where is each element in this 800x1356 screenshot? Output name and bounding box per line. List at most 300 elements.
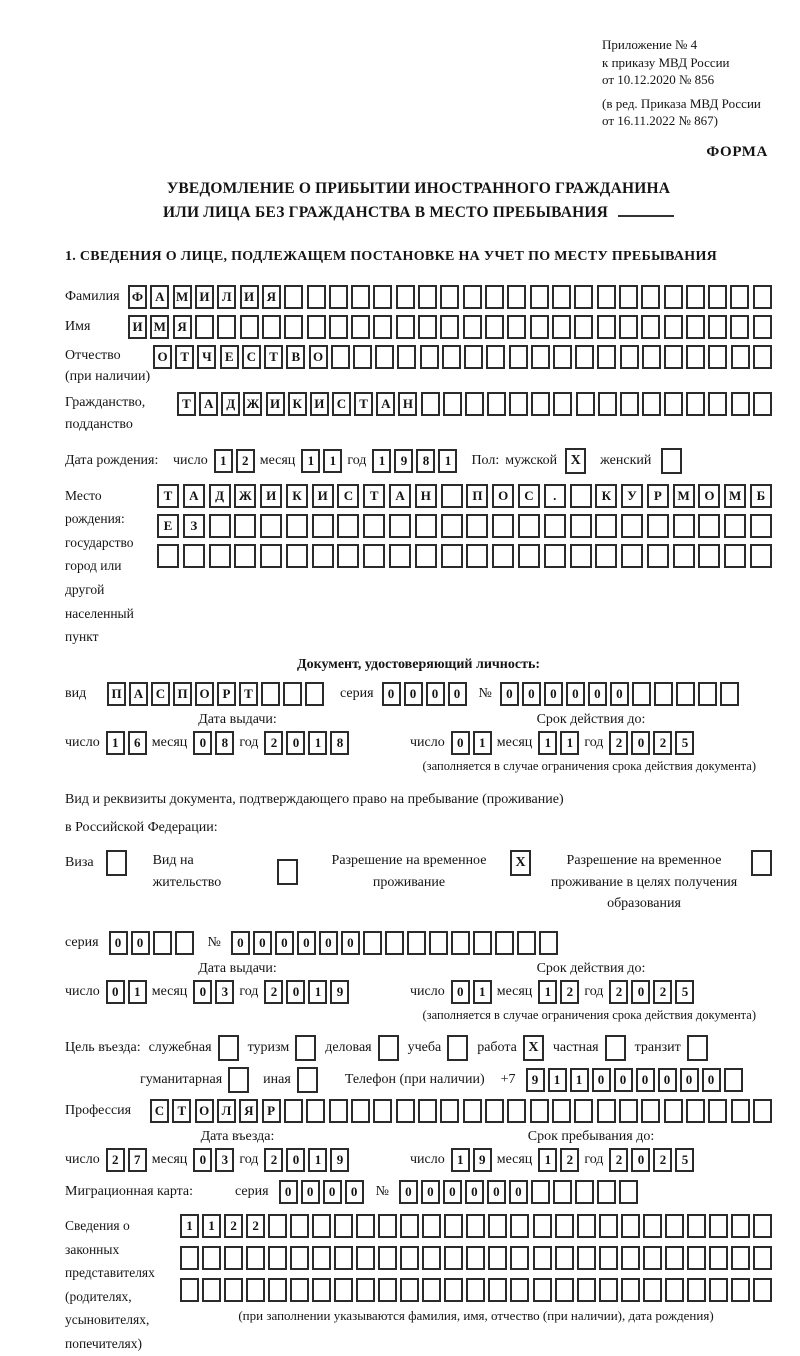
char-cell[interactable]: 0 bbox=[421, 1180, 440, 1204]
char-cell[interactable]: 0 bbox=[631, 1148, 650, 1172]
char-cell[interactable] bbox=[753, 392, 772, 416]
char-cell[interactable] bbox=[422, 1246, 441, 1270]
char-cell[interactable] bbox=[202, 1278, 221, 1302]
char-cell[interactable] bbox=[686, 345, 705, 369]
char-cell[interactable] bbox=[373, 285, 392, 309]
char-cell[interactable] bbox=[552, 1099, 571, 1123]
char-cell[interactable] bbox=[441, 544, 463, 568]
char-cell[interactable] bbox=[708, 315, 727, 339]
char-cell[interactable]: 0 bbox=[658, 1068, 677, 1092]
char-cell[interactable] bbox=[731, 1214, 750, 1238]
char-cell[interactable]: 1 bbox=[538, 980, 557, 1004]
char-cell[interactable] bbox=[378, 1214, 397, 1238]
char-cell[interactable]: З bbox=[183, 514, 205, 538]
char-cell[interactable]: Ж bbox=[234, 484, 256, 508]
char-cell[interactable]: Н bbox=[398, 392, 417, 416]
char-cell[interactable] bbox=[709, 1278, 728, 1302]
char-cell[interactable]: 0 bbox=[451, 980, 470, 1004]
char-cell[interactable] bbox=[422, 1278, 441, 1302]
char-cell[interactable] bbox=[351, 315, 370, 339]
char-cell[interactable] bbox=[418, 315, 437, 339]
char-cell[interactable] bbox=[260, 514, 282, 538]
char-cell[interactable] bbox=[415, 544, 437, 568]
char-cell[interactable] bbox=[451, 931, 470, 955]
purpose-work-checkbox[interactable]: X bbox=[523, 1035, 544, 1061]
char-cell[interactable]: Т bbox=[172, 1099, 191, 1123]
char-cell[interactable] bbox=[396, 315, 415, 339]
char-cell[interactable] bbox=[664, 315, 683, 339]
char-cell[interactable] bbox=[686, 1099, 705, 1123]
char-cell[interactable] bbox=[553, 392, 572, 416]
char-cell[interactable] bbox=[597, 315, 616, 339]
char-cell[interactable]: Т bbox=[239, 682, 258, 706]
char-cell[interactable] bbox=[157, 544, 179, 568]
char-cell[interactable]: О bbox=[195, 1099, 214, 1123]
char-cell[interactable] bbox=[686, 315, 705, 339]
char-cell[interactable] bbox=[400, 1246, 419, 1270]
char-cell[interactable] bbox=[286, 544, 308, 568]
purpose-business-checkbox[interactable] bbox=[378, 1035, 399, 1061]
char-cell[interactable]: 1 bbox=[308, 1148, 327, 1172]
char-cell[interactable] bbox=[356, 1278, 375, 1302]
char-cell[interactable]: К bbox=[595, 484, 617, 508]
char-cell[interactable] bbox=[234, 514, 256, 538]
char-cell[interactable]: 1 bbox=[128, 980, 147, 1004]
char-cell[interactable]: П bbox=[466, 484, 488, 508]
char-cell[interactable] bbox=[329, 315, 348, 339]
char-cell[interactable] bbox=[753, 1214, 772, 1238]
char-cell[interactable] bbox=[517, 931, 536, 955]
char-cell[interactable]: И bbox=[260, 484, 282, 508]
char-cell[interactable] bbox=[531, 1180, 550, 1204]
char-cell[interactable] bbox=[574, 315, 593, 339]
char-cell[interactable]: О bbox=[153, 345, 172, 369]
char-cell[interactable] bbox=[312, 544, 334, 568]
char-cell[interactable] bbox=[709, 1246, 728, 1270]
char-cell[interactable] bbox=[465, 392, 484, 416]
char-cell[interactable] bbox=[246, 1278, 265, 1302]
char-cell[interactable] bbox=[533, 1214, 552, 1238]
char-cell[interactable]: О bbox=[492, 484, 514, 508]
char-cell[interactable]: 1 bbox=[323, 449, 342, 473]
char-cell[interactable] bbox=[418, 285, 437, 309]
char-cell[interactable] bbox=[753, 285, 772, 309]
char-cell[interactable] bbox=[441, 514, 463, 538]
char-cell[interactable]: Н bbox=[415, 484, 437, 508]
char-cell[interactable]: 0 bbox=[465, 1180, 484, 1204]
char-cell[interactable] bbox=[552, 285, 571, 309]
char-cell[interactable] bbox=[621, 1278, 640, 1302]
char-cell[interactable]: И bbox=[266, 392, 285, 416]
char-cell[interactable] bbox=[641, 285, 660, 309]
char-cell[interactable] bbox=[673, 544, 695, 568]
char-cell[interactable] bbox=[620, 392, 639, 416]
char-cell[interactable]: 1 bbox=[106, 731, 125, 755]
char-cell[interactable]: И bbox=[312, 484, 334, 508]
char-cell[interactable]: С bbox=[242, 345, 261, 369]
char-cell[interactable]: 5 bbox=[675, 980, 694, 1004]
char-cell[interactable] bbox=[353, 345, 372, 369]
char-cell[interactable] bbox=[553, 1180, 572, 1204]
char-cell[interactable]: 2 bbox=[264, 1148, 283, 1172]
char-cell[interactable] bbox=[507, 285, 526, 309]
char-cell[interactable] bbox=[373, 315, 392, 339]
char-cell[interactable] bbox=[621, 1214, 640, 1238]
char-cell[interactable] bbox=[485, 285, 504, 309]
char-cell[interactable]: 0 bbox=[341, 931, 360, 955]
char-cell[interactable] bbox=[570, 514, 592, 538]
char-cell[interactable]: С bbox=[332, 392, 351, 416]
char-cell[interactable] bbox=[664, 285, 683, 309]
char-cell[interactable] bbox=[240, 315, 259, 339]
char-cell[interactable]: Т bbox=[177, 392, 196, 416]
char-cell[interactable] bbox=[329, 285, 348, 309]
char-cell[interactable] bbox=[750, 544, 772, 568]
char-cell[interactable] bbox=[507, 315, 526, 339]
char-cell[interactable] bbox=[507, 1099, 526, 1123]
char-cell[interactable] bbox=[577, 1214, 596, 1238]
option-visa-checkbox[interactable] bbox=[106, 850, 127, 876]
char-cell[interactable] bbox=[597, 1099, 616, 1123]
char-cell[interactable] bbox=[268, 1246, 287, 1270]
char-cell[interactable] bbox=[575, 1180, 594, 1204]
char-cell[interactable] bbox=[753, 315, 772, 339]
char-cell[interactable] bbox=[724, 514, 746, 538]
char-cell[interactable] bbox=[575, 345, 594, 369]
char-cell[interactable]: Т bbox=[264, 345, 283, 369]
char-cell[interactable] bbox=[440, 315, 459, 339]
char-cell[interactable] bbox=[334, 1214, 353, 1238]
char-cell[interactable] bbox=[552, 315, 571, 339]
char-cell[interactable] bbox=[224, 1246, 243, 1270]
char-cell[interactable] bbox=[731, 345, 750, 369]
char-cell[interactable] bbox=[530, 285, 549, 309]
char-cell[interactable]: 9 bbox=[330, 980, 349, 1004]
char-cell[interactable] bbox=[647, 544, 669, 568]
char-cell[interactable] bbox=[418, 1099, 437, 1123]
char-cell[interactable]: 0 bbox=[592, 1068, 611, 1092]
char-cell[interactable]: Т bbox=[157, 484, 179, 508]
char-cell[interactable] bbox=[595, 514, 617, 538]
char-cell[interactable]: 0 bbox=[566, 682, 585, 706]
char-cell[interactable] bbox=[488, 1214, 507, 1238]
char-cell[interactable] bbox=[495, 931, 514, 955]
char-cell[interactable] bbox=[334, 1278, 353, 1302]
char-cell[interactable] bbox=[724, 1068, 743, 1092]
char-cell[interactable] bbox=[261, 682, 280, 706]
char-cell[interactable] bbox=[363, 544, 385, 568]
char-cell[interactable] bbox=[577, 1246, 596, 1270]
char-cell[interactable] bbox=[180, 1246, 199, 1270]
char-cell[interactable]: 9 bbox=[330, 1148, 349, 1172]
char-cell[interactable]: 0 bbox=[193, 731, 212, 755]
char-cell[interactable] bbox=[415, 514, 437, 538]
char-cell[interactable]: Р bbox=[217, 682, 236, 706]
char-cell[interactable] bbox=[664, 392, 683, 416]
char-cell[interactable]: Ж bbox=[243, 392, 262, 416]
char-cell[interactable] bbox=[510, 1278, 529, 1302]
char-cell[interactable] bbox=[290, 1278, 309, 1302]
char-cell[interactable] bbox=[389, 544, 411, 568]
char-cell[interactable] bbox=[647, 514, 669, 538]
char-cell[interactable] bbox=[443, 392, 462, 416]
char-cell[interactable]: 0 bbox=[193, 1148, 212, 1172]
char-cell[interactable] bbox=[440, 285, 459, 309]
char-cell[interactable] bbox=[595, 544, 617, 568]
char-cell[interactable] bbox=[290, 1214, 309, 1238]
char-cell[interactable] bbox=[619, 1099, 638, 1123]
char-cell[interactable]: Л bbox=[217, 1099, 236, 1123]
char-cell[interactable]: 5 bbox=[675, 731, 694, 755]
char-cell[interactable]: 0 bbox=[522, 682, 541, 706]
char-cell[interactable] bbox=[420, 345, 439, 369]
char-cell[interactable] bbox=[533, 1246, 552, 1270]
char-cell[interactable] bbox=[466, 1278, 485, 1302]
option-temp-residence-checkbox[interactable]: X bbox=[510, 850, 531, 876]
char-cell[interactable]: 0 bbox=[297, 931, 316, 955]
char-cell[interactable]: Д bbox=[209, 484, 231, 508]
char-cell[interactable] bbox=[642, 392, 661, 416]
char-cell[interactable]: 2 bbox=[653, 980, 672, 1004]
char-cell[interactable] bbox=[284, 315, 303, 339]
char-cell[interactable]: 1 bbox=[308, 980, 327, 1004]
char-cell[interactable]: А bbox=[129, 682, 148, 706]
char-cell[interactable] bbox=[400, 1278, 419, 1302]
char-cell[interactable] bbox=[731, 1246, 750, 1270]
char-cell[interactable]: О bbox=[195, 682, 214, 706]
char-cell[interactable] bbox=[466, 514, 488, 538]
char-cell[interactable]: 0 bbox=[253, 931, 272, 955]
char-cell[interactable] bbox=[492, 544, 514, 568]
char-cell[interactable] bbox=[363, 931, 382, 955]
char-cell[interactable] bbox=[750, 514, 772, 538]
char-cell[interactable] bbox=[664, 345, 683, 369]
char-cell[interactable]: 2 bbox=[560, 1148, 579, 1172]
char-cell[interactable] bbox=[530, 315, 549, 339]
char-cell[interactable] bbox=[664, 1099, 683, 1123]
char-cell[interactable] bbox=[329, 1099, 348, 1123]
purpose-humanitarian-checkbox[interactable] bbox=[228, 1067, 249, 1093]
char-cell[interactable] bbox=[385, 931, 404, 955]
char-cell[interactable] bbox=[466, 544, 488, 568]
char-cell[interactable]: . bbox=[544, 484, 566, 508]
char-cell[interactable] bbox=[312, 1246, 331, 1270]
char-cell[interactable] bbox=[397, 345, 416, 369]
char-cell[interactable] bbox=[599, 1214, 618, 1238]
char-cell[interactable]: К bbox=[286, 484, 308, 508]
char-cell[interactable] bbox=[539, 931, 558, 955]
char-cell[interactable]: 2 bbox=[609, 980, 628, 1004]
char-cell[interactable]: 1 bbox=[202, 1214, 221, 1238]
char-cell[interactable] bbox=[753, 1278, 772, 1302]
char-cell[interactable]: 0 bbox=[631, 980, 650, 1004]
char-cell[interactable] bbox=[665, 1214, 684, 1238]
char-cell[interactable]: 8 bbox=[330, 731, 349, 755]
char-cell[interactable]: 7 bbox=[128, 1148, 147, 1172]
char-cell[interactable] bbox=[307, 285, 326, 309]
char-cell[interactable]: 0 bbox=[588, 682, 607, 706]
char-cell[interactable] bbox=[378, 1246, 397, 1270]
char-cell[interactable] bbox=[312, 1278, 331, 1302]
char-cell[interactable] bbox=[621, 1246, 640, 1270]
char-cell[interactable]: 0 bbox=[500, 682, 519, 706]
char-cell[interactable]: 8 bbox=[416, 449, 435, 473]
char-cell[interactable] bbox=[574, 1099, 593, 1123]
char-cell[interactable]: Р bbox=[647, 484, 669, 508]
char-cell[interactable] bbox=[209, 514, 231, 538]
char-cell[interactable]: 1 bbox=[308, 731, 327, 755]
char-cell[interactable] bbox=[621, 514, 643, 538]
char-cell[interactable] bbox=[283, 682, 302, 706]
char-cell[interactable]: 0 bbox=[231, 931, 250, 955]
char-cell[interactable]: А bbox=[199, 392, 218, 416]
char-cell[interactable] bbox=[260, 544, 282, 568]
char-cell[interactable] bbox=[444, 1214, 463, 1238]
char-cell[interactable] bbox=[284, 1099, 303, 1123]
char-cell[interactable] bbox=[444, 1246, 463, 1270]
char-cell[interactable]: А bbox=[183, 484, 205, 508]
char-cell[interactable] bbox=[641, 315, 660, 339]
char-cell[interactable] bbox=[331, 345, 350, 369]
char-cell[interactable]: 0 bbox=[610, 682, 629, 706]
char-cell[interactable]: 0 bbox=[131, 931, 150, 955]
char-cell[interactable] bbox=[597, 345, 616, 369]
char-cell[interactable]: П bbox=[173, 682, 192, 706]
char-cell[interactable]: 2 bbox=[224, 1214, 243, 1238]
char-cell[interactable] bbox=[217, 315, 236, 339]
char-cell[interactable] bbox=[373, 1099, 392, 1123]
char-cell[interactable]: Т bbox=[175, 345, 194, 369]
char-cell[interactable] bbox=[485, 315, 504, 339]
char-cell[interactable]: 6 bbox=[128, 731, 147, 755]
char-cell[interactable]: И bbox=[310, 392, 329, 416]
char-cell[interactable] bbox=[724, 544, 746, 568]
char-cell[interactable] bbox=[246, 1246, 265, 1270]
char-cell[interactable]: 1 bbox=[451, 1148, 470, 1172]
char-cell[interactable] bbox=[643, 1246, 662, 1270]
char-cell[interactable] bbox=[407, 931, 426, 955]
char-cell[interactable]: Ф bbox=[128, 285, 147, 309]
char-cell[interactable]: 0 bbox=[399, 1180, 418, 1204]
char-cell[interactable] bbox=[544, 514, 566, 538]
char-cell[interactable]: 1 bbox=[214, 449, 233, 473]
char-cell[interactable] bbox=[708, 345, 727, 369]
char-cell[interactable]: Т bbox=[354, 392, 373, 416]
char-cell[interactable] bbox=[621, 544, 643, 568]
char-cell[interactable] bbox=[553, 345, 572, 369]
char-cell[interactable] bbox=[665, 1246, 684, 1270]
char-cell[interactable]: 0 bbox=[487, 1180, 506, 1204]
char-cell[interactable] bbox=[305, 682, 324, 706]
char-cell[interactable]: 0 bbox=[631, 731, 650, 755]
char-cell[interactable] bbox=[485, 1099, 504, 1123]
char-cell[interactable] bbox=[687, 1246, 706, 1270]
char-cell[interactable]: 2 bbox=[653, 731, 672, 755]
char-cell[interactable] bbox=[492, 514, 514, 538]
char-cell[interactable] bbox=[509, 392, 528, 416]
char-cell[interactable]: 9 bbox=[394, 449, 413, 473]
char-cell[interactable] bbox=[530, 1099, 549, 1123]
char-cell[interactable] bbox=[599, 1278, 618, 1302]
char-cell[interactable] bbox=[209, 544, 231, 568]
char-cell[interactable]: М bbox=[150, 315, 169, 339]
char-cell[interactable] bbox=[375, 345, 394, 369]
char-cell[interactable]: 1 bbox=[372, 449, 391, 473]
option-temp-residence-education-checkbox[interactable] bbox=[751, 850, 772, 876]
char-cell[interactable] bbox=[518, 544, 540, 568]
char-cell[interactable]: 0 bbox=[323, 1180, 342, 1204]
char-cell[interactable] bbox=[396, 285, 415, 309]
char-cell[interactable]: 0 bbox=[275, 931, 294, 955]
char-cell[interactable] bbox=[268, 1278, 287, 1302]
sex-male-checkbox[interactable]: X bbox=[565, 448, 586, 474]
char-cell[interactable] bbox=[440, 1099, 459, 1123]
char-cell[interactable]: Е bbox=[157, 514, 179, 538]
char-cell[interactable] bbox=[698, 682, 717, 706]
char-cell[interactable]: К bbox=[288, 392, 307, 416]
char-cell[interactable] bbox=[389, 514, 411, 538]
char-cell[interactable] bbox=[510, 1214, 529, 1238]
purpose-official-checkbox[interactable] bbox=[218, 1035, 239, 1061]
char-cell[interactable] bbox=[619, 285, 638, 309]
char-cell[interactable]: 2 bbox=[264, 980, 283, 1004]
char-cell[interactable]: 1 bbox=[473, 731, 492, 755]
char-cell[interactable] bbox=[195, 315, 214, 339]
char-cell[interactable]: 1 bbox=[301, 449, 320, 473]
char-cell[interactable] bbox=[687, 1214, 706, 1238]
char-cell[interactable] bbox=[643, 1278, 662, 1302]
char-cell[interactable]: С bbox=[150, 1099, 169, 1123]
char-cell[interactable] bbox=[466, 1214, 485, 1238]
char-cell[interactable] bbox=[709, 1214, 728, 1238]
char-cell[interactable] bbox=[665, 1278, 684, 1302]
char-cell[interactable]: 2 bbox=[236, 449, 255, 473]
char-cell[interactable] bbox=[463, 1099, 482, 1123]
char-cell[interactable]: С bbox=[151, 682, 170, 706]
char-cell[interactable]: 2 bbox=[609, 731, 628, 755]
char-cell[interactable]: 1 bbox=[180, 1214, 199, 1238]
char-cell[interactable] bbox=[466, 1246, 485, 1270]
purpose-transit-checkbox[interactable] bbox=[687, 1035, 708, 1061]
char-cell[interactable] bbox=[531, 392, 550, 416]
char-cell[interactable] bbox=[731, 1099, 750, 1123]
char-cell[interactable] bbox=[570, 484, 592, 508]
char-cell[interactable]: 3 bbox=[215, 980, 234, 1004]
char-cell[interactable]: 0 bbox=[106, 980, 125, 1004]
char-cell[interactable]: 0 bbox=[680, 1068, 699, 1092]
char-cell[interactable]: 0 bbox=[404, 682, 423, 706]
char-cell[interactable] bbox=[642, 345, 661, 369]
char-cell[interactable]: 2 bbox=[264, 731, 283, 755]
char-cell[interactable] bbox=[486, 345, 505, 369]
char-cell[interactable]: И bbox=[128, 315, 147, 339]
char-cell[interactable] bbox=[421, 392, 440, 416]
char-cell[interactable]: 0 bbox=[286, 731, 305, 755]
char-cell[interactable] bbox=[337, 514, 359, 538]
char-cell[interactable]: С bbox=[337, 484, 359, 508]
char-cell[interactable] bbox=[487, 392, 506, 416]
char-cell[interactable] bbox=[312, 514, 334, 538]
char-cell[interactable] bbox=[224, 1278, 243, 1302]
char-cell[interactable]: 0 bbox=[448, 682, 467, 706]
char-cell[interactable] bbox=[731, 392, 750, 416]
char-cell[interactable] bbox=[731, 1278, 750, 1302]
char-cell[interactable]: 2 bbox=[106, 1148, 125, 1172]
char-cell[interactable] bbox=[730, 315, 749, 339]
char-cell[interactable]: 0 bbox=[451, 731, 470, 755]
char-cell[interactable]: 2 bbox=[653, 1148, 672, 1172]
char-cell[interactable] bbox=[654, 682, 673, 706]
